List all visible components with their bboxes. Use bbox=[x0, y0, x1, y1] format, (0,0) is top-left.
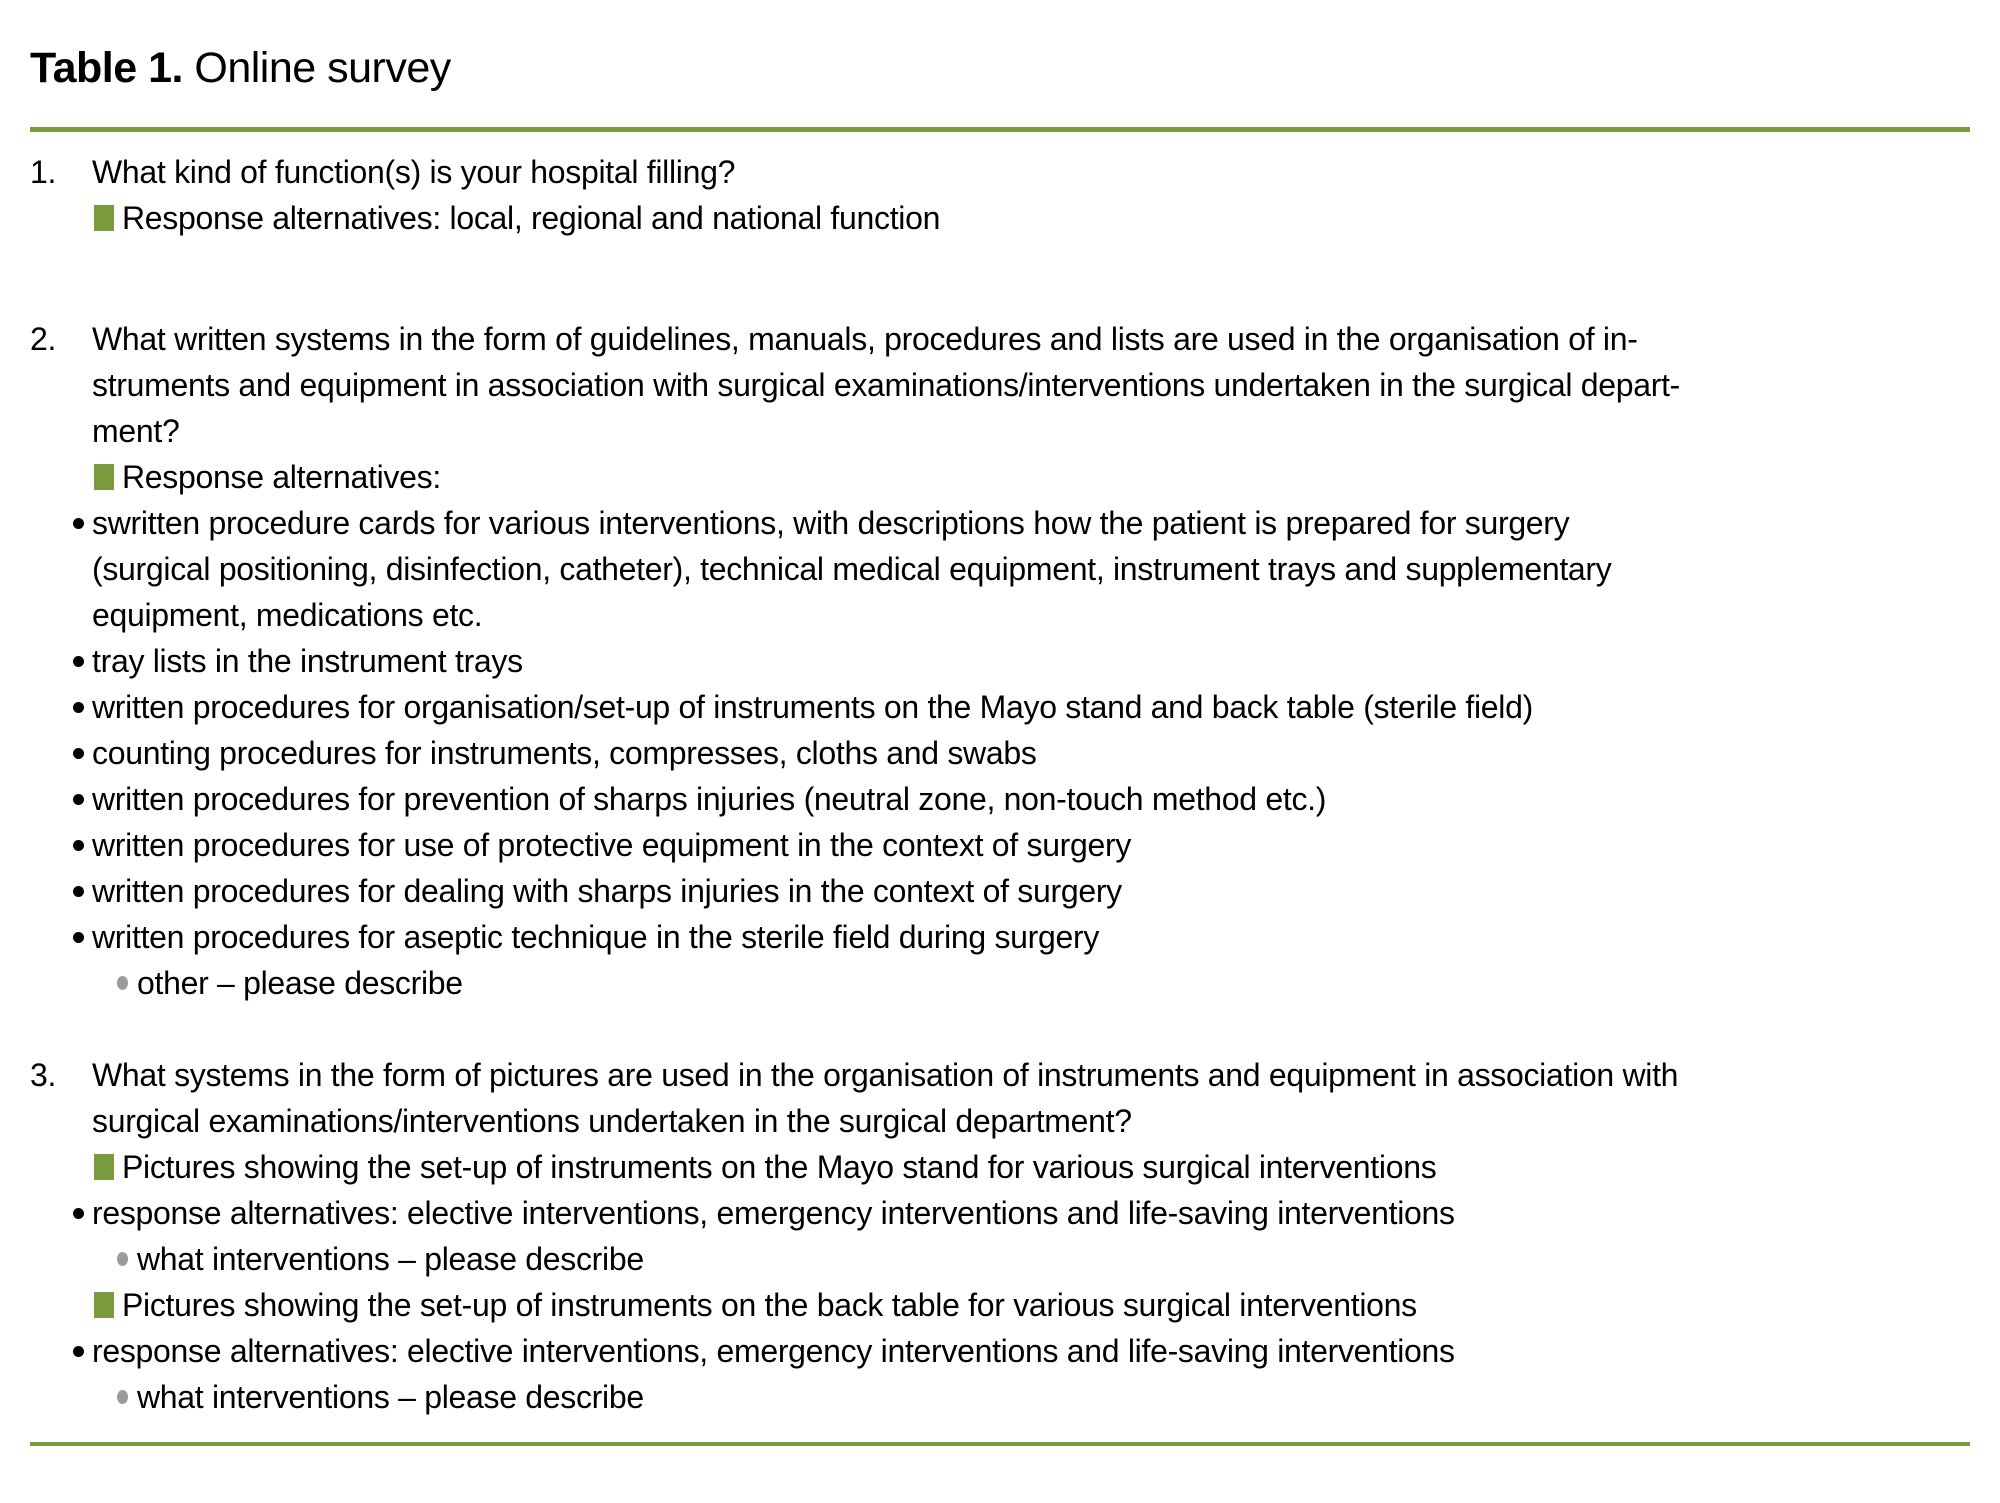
response-item-line bbox=[92, 868, 1970, 914]
response-item-line bbox=[92, 914, 1970, 960]
response-item-text: other – please describe bbox=[137, 965, 463, 1001]
dot-bullet-icon bbox=[73, 702, 84, 713]
response-item-line bbox=[92, 1144, 1970, 1190]
survey-question-list bbox=[30, 149, 1970, 1420]
response-item-text: response alternatives: elective interventions, emergency interventions and life-saving interventions bbox=[92, 1333, 1455, 1369]
response-item-line bbox=[92, 592, 1970, 638]
sub-dot-bullet-icon bbox=[117, 1252, 128, 1266]
question-number: 3. bbox=[30, 1057, 57, 1093]
table-title bbox=[30, 40, 1970, 96]
response-item-text: written procedures for dealing with sharps injuries in the context of surgery bbox=[92, 873, 1122, 909]
table-title-text: Online survey bbox=[182, 44, 451, 92]
response-item-line bbox=[92, 1190, 1970, 1236]
dot-bullet-icon bbox=[73, 1208, 84, 1219]
dot-bullet-icon bbox=[73, 1346, 84, 1357]
response-item-line bbox=[92, 546, 1970, 592]
response-item-line bbox=[92, 776, 1970, 822]
sub-dot-bullet-icon bbox=[117, 1390, 128, 1404]
question-body bbox=[92, 149, 1970, 241]
dot-bullet-icon bbox=[73, 794, 84, 805]
response-item-line bbox=[92, 500, 1970, 546]
response-item-text: written procedures for use of protective equipment in the context of surgery bbox=[92, 827, 1132, 863]
response-item-line bbox=[92, 1374, 1970, 1420]
question-item bbox=[30, 316, 1970, 1006]
response-item-text: Response alternatives: local, regional and national function bbox=[122, 200, 941, 236]
dot-bullet-icon bbox=[73, 886, 84, 897]
question-text-line: surgical examinations/interventions undertaken in the surgical department? bbox=[92, 1103, 1132, 1139]
square-bullet-icon bbox=[94, 1154, 114, 1180]
response-item-line bbox=[92, 454, 1970, 500]
question-text-line: struments and equipment in association with surgical examinations/interventions undertaken in the surgical depart- bbox=[92, 367, 1681, 403]
response-item-text: equipment, medications etc. bbox=[92, 597, 483, 633]
response-item-text: counting procedures for instruments, compresses, cloths and swabs bbox=[92, 735, 1037, 771]
response-item-line bbox=[92, 195, 1970, 241]
question-item bbox=[30, 1052, 1970, 1420]
dot-bullet-icon bbox=[73, 840, 84, 851]
question-body bbox=[92, 316, 1970, 1006]
dot-bullet-icon bbox=[73, 518, 84, 529]
question-text-line: What kind of function(s) is your hospital filling? bbox=[92, 154, 736, 190]
response-item-line bbox=[92, 684, 1970, 730]
response-item-line bbox=[92, 822, 1970, 868]
question-text-line: ment? bbox=[92, 413, 180, 449]
response-item-text: swritten procedure cards for various interventions, with descriptions how the patient is prepared for surgery bbox=[92, 505, 1570, 541]
response-item-line bbox=[92, 960, 1970, 1006]
response-item-text: written procedures for prevention of sharps injuries (neutral zone, non-touch method etc.) bbox=[92, 781, 1327, 817]
square-bullet-icon bbox=[94, 205, 114, 231]
response-item-line bbox=[92, 1328, 1970, 1374]
response-item-text: tray lists in the instrument trays bbox=[92, 643, 523, 679]
response-item-line bbox=[92, 638, 1970, 684]
response-item-text: Pictures showing the set-up of instruments on the back table for various surgical interventions bbox=[122, 1287, 1417, 1323]
top-rule bbox=[30, 127, 1970, 132]
response-item-text: response alternatives: elective interventions, emergency interventions and life-saving interventions bbox=[92, 1195, 1455, 1231]
response-item-line bbox=[92, 730, 1970, 776]
response-item-text: (surgical positioning, disinfection, catheter), technical medical equipment, instrument trays and supplementary bbox=[92, 551, 1612, 587]
square-bullet-icon bbox=[94, 1292, 114, 1318]
sub-dot-bullet-icon bbox=[117, 976, 128, 990]
response-item-line bbox=[92, 1236, 1970, 1282]
response-item-text: Response alternatives: bbox=[122, 459, 441, 495]
table-title-number: Table 1. bbox=[30, 44, 183, 92]
dot-bullet-icon bbox=[73, 748, 84, 759]
question-number: 1. bbox=[30, 154, 57, 190]
bottom-rule bbox=[30, 1442, 1970, 1446]
response-item-text: written procedures for aseptic technique in the sterile field during surgery bbox=[92, 919, 1100, 955]
response-item-text: Pictures showing the set-up of instruments on the Mayo stand for various surgical interventions bbox=[122, 1149, 1437, 1185]
question-body bbox=[92, 1052, 1970, 1420]
question-text-line: What written systems in the form of guidelines, manuals, procedures and lists are used in the organisation of in- bbox=[92, 321, 1638, 357]
response-item-text: what interventions – please describe bbox=[137, 1241, 644, 1277]
dot-bullet-icon bbox=[73, 932, 84, 943]
response-item-text: what interventions – please describe bbox=[137, 1379, 644, 1415]
dot-bullet-icon bbox=[73, 656, 84, 667]
response-item-line bbox=[92, 1282, 1970, 1328]
question-text-line: What systems in the form of pictures are used in the organisation of instruments and equipment in association with bbox=[92, 1057, 1679, 1093]
square-bullet-icon bbox=[94, 464, 114, 490]
question-item bbox=[30, 149, 1970, 241]
question-number: 2. bbox=[30, 321, 57, 357]
response-item-text: written procedures for organisation/set-up of instruments on the Mayo stand and back table (sterile field) bbox=[92, 689, 1533, 725]
